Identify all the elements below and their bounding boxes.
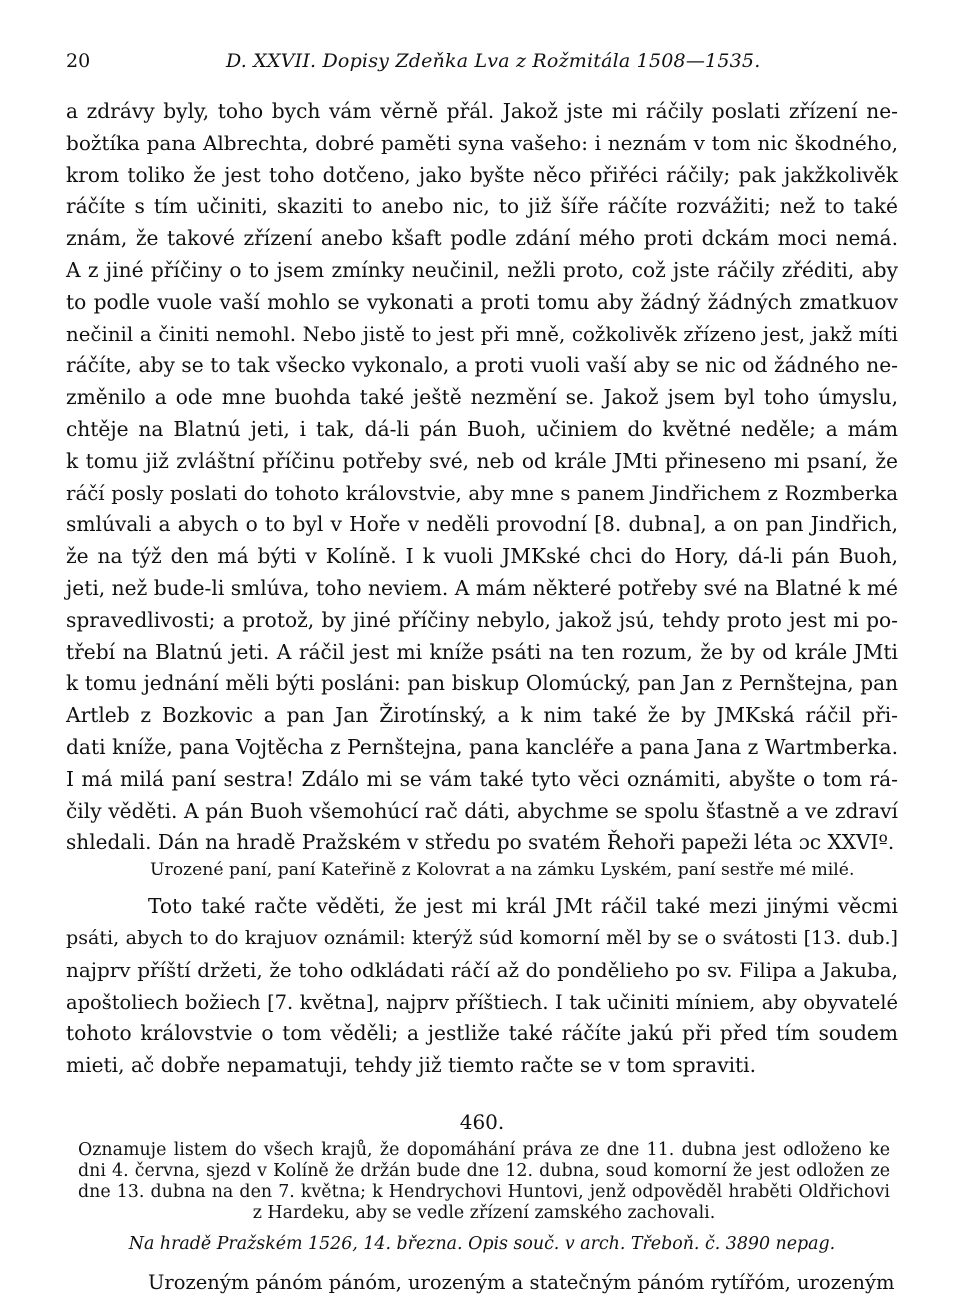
body-line: ráčíte, aby se to tak všecko vykonalo, a proti vuoli vaší aby se nic od žádného ne-	[66, 353, 898, 378]
body-line: shledali. Dán na hradě Pražském v středu po svatém Řehoři papeži léta ɔc XXVIº.	[66, 830, 895, 855]
summary-line: Oznamuje listem do všech krajů, že dopomáhání práva ze dne 11. dubna jest odloženo ke	[78, 1139, 890, 1160]
letter-body	[66, 96, 898, 1082]
letter-summary	[66, 1140, 898, 1224]
body-line: A z jiné příčiny o to jsem zmínky neučinil, nežli proto, což jste ráčily zřéditi, aby	[66, 257, 898, 282]
source-note: Na hradě Pražském 1526, 14. března. Opis souč. v arch. Třeboň. č. 3890 nepag.	[128, 1233, 836, 1254]
body-line: chtěje na Blatnú jeti, i tak, dá-li pán Buoh, učiniem do květné neděle; a mám	[66, 416, 898, 441]
postscript-line: mieti, ač dobře nepamatuji, tehdy již tiemto račte se v tom spraviti.	[66, 1053, 757, 1078]
body-line: ráčíte s tím učiniti, skaziti to anebo nic, to již šíře ráčíte rozvážiti; než to také	[66, 194, 898, 219]
opening-line: Urozeným pánóm pánóm, urozeným a statečným pánóm rytířóm, urozeným	[148, 1270, 895, 1294]
letter-address: Urozené paní, paní Kateřině z Kolovrat a na zámku Lyském, paní sestře mé milé.	[150, 860, 855, 881]
summary-line: dne 13. dubna na den 7. května; k Hendrychovi Huntovi, jenž odpověděl hraběti Oldřichovi	[78, 1181, 890, 1202]
body-line: jeti, než bude-li smlúva, toho neviem. A mám některé potřeby své na Blatné k mé	[66, 575, 898, 600]
body-line: ráčí posly poslati do tohoto královstvie, aby mne s panem Jindřichem z Rozmberka	[66, 481, 898, 505]
postscript	[66, 891, 898, 1082]
summary-line: z Hardeku, aby se vedle zřízení zamského zachovali.	[252, 1202, 716, 1223]
page-number: 20	[66, 50, 91, 72]
body-line: spravedlivosti; a protož, by jiné příčiny nebylo, jakož jsú, tehdy proto jest mi po-	[66, 607, 898, 632]
body-line: že na týž den má býti v Kolíně. I k vuoli JMKské chci do Hory, dá-li pán Buoh,	[66, 544, 898, 569]
body-line: to podle vuole vaší mohlo se vykonati a proti tomu aby žádný žádných zmatkuov	[66, 289, 898, 314]
postscript-line: apoštoliech božiech [7. května], najprv příštiech. I tak učiniti míniem, aby obyvatelé	[66, 990, 898, 1014]
postscript-line: najprv příští držeti, že toho odkládati ráčí až do pondělieho po sv. Filipa a Jakuba,	[66, 957, 898, 982]
body-line: nečinil a činiti nemohl. Nebo jistě to jest při mně, cožkolivěk zřízeno jest, jakž míti	[66, 322, 898, 346]
body-line: božtíka pana Albrechta, dobré paměti syna vašeho: i neznám v tom nic škodného,	[66, 130, 898, 155]
body-line: krom toliko že jest toho dotčeno, jako byšte něco přiřéci ráčily; pak jakžkolivěk	[66, 162, 898, 187]
running-head	[66, 44, 898, 78]
body-line: k tomu již zvláštní příčinu potřeby své, neb od krále JMti přineseno mi psaní, že	[66, 448, 898, 473]
running-title: D. XXVII. Dopisy Zdeňka Lva z Rožmitála 1508—1535.	[226, 50, 761, 72]
letter-number: 460.	[459, 1109, 505, 1134]
body-line: I má milá paní sestra! Zdálo mi se vám také tyto věci oznámiti, abyšte o tom rá-	[66, 766, 898, 791]
body-line: znám, že takové zřízení anebo kšaft podle zdání mého proti dckám moci nemá.	[66, 226, 898, 251]
letter-opening	[66, 1268, 898, 1298]
body-line: k tomu jednání měli býti posláni: pan biskup Olomúcký, pan Jan z Pernštejna, pan	[66, 671, 898, 696]
postscript-line: psáti, abych to do krajuov oznámil: kterýž súd komorní měl by se o svátosti [13. dub.]	[66, 926, 898, 949]
body-line: čily věděti. A pán Buoh všemohúcí rač dáti, abychme se spolu šťastně a ve zdraví	[66, 798, 898, 823]
document-page	[66, 44, 898, 1298]
body-line: smlúvali a abych o to byl v Hoře v neděli provodní [8. dubna], a on pan Jindřich,	[66, 512, 898, 537]
body-line: změnilo a ode mne buohda také ještě nezmění se. Jakož jsem byl toho úmyslu,	[66, 385, 898, 410]
postscript-line: tohoto královstvie o tom věděli; a jestliže také ráčíte jakú při před tím soudem	[66, 1021, 898, 1046]
body-line: a zdrávy byly, toho bych vám věrně přál. Jakož jste mi ráčily poslati zřízení ne-	[66, 99, 898, 123]
body-line: třebí na Blatnú jeti. A ráčil jest mi kníže psáti na ten rozum, že by od krále JMti	[66, 639, 898, 664]
body-line: Artleb z Bozkovic a pan Jan Žirotínský, a k nim také že by JMKská ráčil při-	[66, 703, 898, 728]
body-line: dati kníže, pana Vojtěcha z Pernštejna, pana kancléře a pana Jana z Wartmberka.	[66, 734, 898, 759]
summary-line: dni 4. června, sjezd v Kolíně že držán bude dne 12. dubna, soud komorní že jest odložen ze	[78, 1160, 890, 1181]
postscript-line: Toto také račte věděti, že jest mi král JMt ráčil také mezi jinými věcmi	[148, 894, 898, 919]
